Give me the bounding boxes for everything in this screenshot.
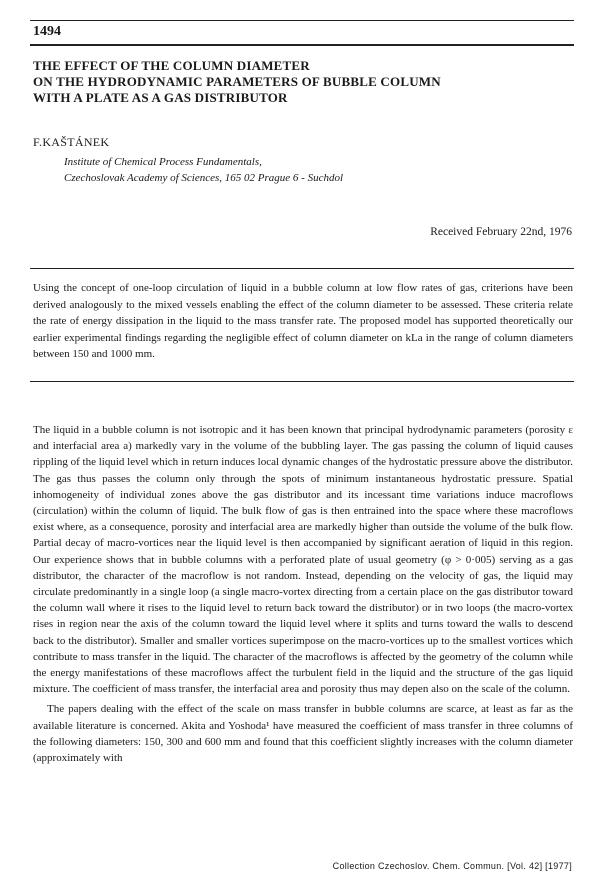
title-line: THE EFFECT OF THE COLUMN DIAMETER [33,58,310,73]
top-rule [30,20,574,21]
body-paragraph: The papers dealing with the effect of the scale on mass transfer in bubble columns are scarce, at least as far as the available literature is concerned. Akita and Yoshoda¹ have measured the coefficient of mass transfer in three columns of the following diameters: 150, 300 and 600 mm and found that this coefficient slightly increases with the column diameter (approximately with [33,703,573,765]
title-line: ON THE HYDRODYNAMIC PARAMETERS OF BUBBLE COLUMN [33,74,441,89]
abstract: Using the concept of one-loop circulation of liquid in a bubble column at low flow rates of gas, criterions have been derived analogously to the mixed vessels enabling the effect of the column diameter to be assessed. These criteria relate the rate of energy dissipation in the liquid to the mass transfer rate. The proposed model has supported theoretically our earlier experimental findings regarding the negligible effect of column diameter on kLa in the range of column diameters between 150 and 1000 mm. [33,282,573,361]
abstract-top-rule [30,268,574,269]
abstract-bottom-rule [30,381,574,382]
body-text [33,422,573,766]
body-paragraph: The liquid in a bubble column is not isotropic and it has been known that principal hydrodynamic parameters (porosity ε and interfacial area a) markedly vary in the volume of the bubbling layer. The gas passing the column of liquid causes rippling of the liquid level which in return induces local dynamic changes of the hydrostatic pressure above the distributor. The gas thus passes the column only through the spots of minimum instantaneous hydrostatic pressure. Spatial inhomogeneity of individual zones above the gas distributor and its incessant time variations induce macroflows (circulation) within the column of liquid. The bulk flow of gas is then entrained into the space where these macroflows exist where, as a consequence, porosity and interfacial area are markedly higher than outside the volume of the bulk flow. Partial decay of macro-vortices near the liquid level is then accompanied by significant aeration of liquid in this region. Our experience shows that in bubble columns with a perforated plate of usual geometry (φ > 0·005) serving as a gas distributor, the character of the macroflow is not random. Instead, depending on the velocity of gas, the liquid may circulate predominantly in a single loop (a single macro-vortex directing from a certain place on the gas distributor toward the column wall where it rises to the liquid level to return back toward the distributor) or in two loops (the macro-vortex rises in region near the axis of the column toward the liquid level where it splits and turns toward the walls to descend back to the distributor). Smaller and smaller vortices superimpose on the macro-vortices up to the smallest vortices which contribute to mass transfer in the liquid. The character of the macroflows is affected by the geometry of the column while the energy manifestations of these macroflows affect the turbulent field in the liquid and the structure of the gas liquid mixture. The coefficient of mass transfer, the interfacial area and porosity thus may depen also on the scale of the column. [33,424,573,696]
header-rule [30,44,574,46]
journal-footer: Collection Czechoslov. Chem. Commun. [Vol. 42] [1977] [332,861,572,871]
title-line: WITH A PLATE AS A GAS DISTRIBUTOR [33,90,288,105]
author-name: F.KAŠTÁNEK [33,135,110,149]
paper-title [33,58,573,106]
affiliation-line: Czechoslovak Academy of Sciences, 165 02 Prague 6 - Suchdol [64,172,344,184]
page-number: 1494 [33,24,61,39]
affiliation-line: Institute of Chemical Process Fundamentals, [64,156,262,168]
received-date: Received February 22nd, 1976 [430,226,572,238]
affiliation [64,154,564,186]
